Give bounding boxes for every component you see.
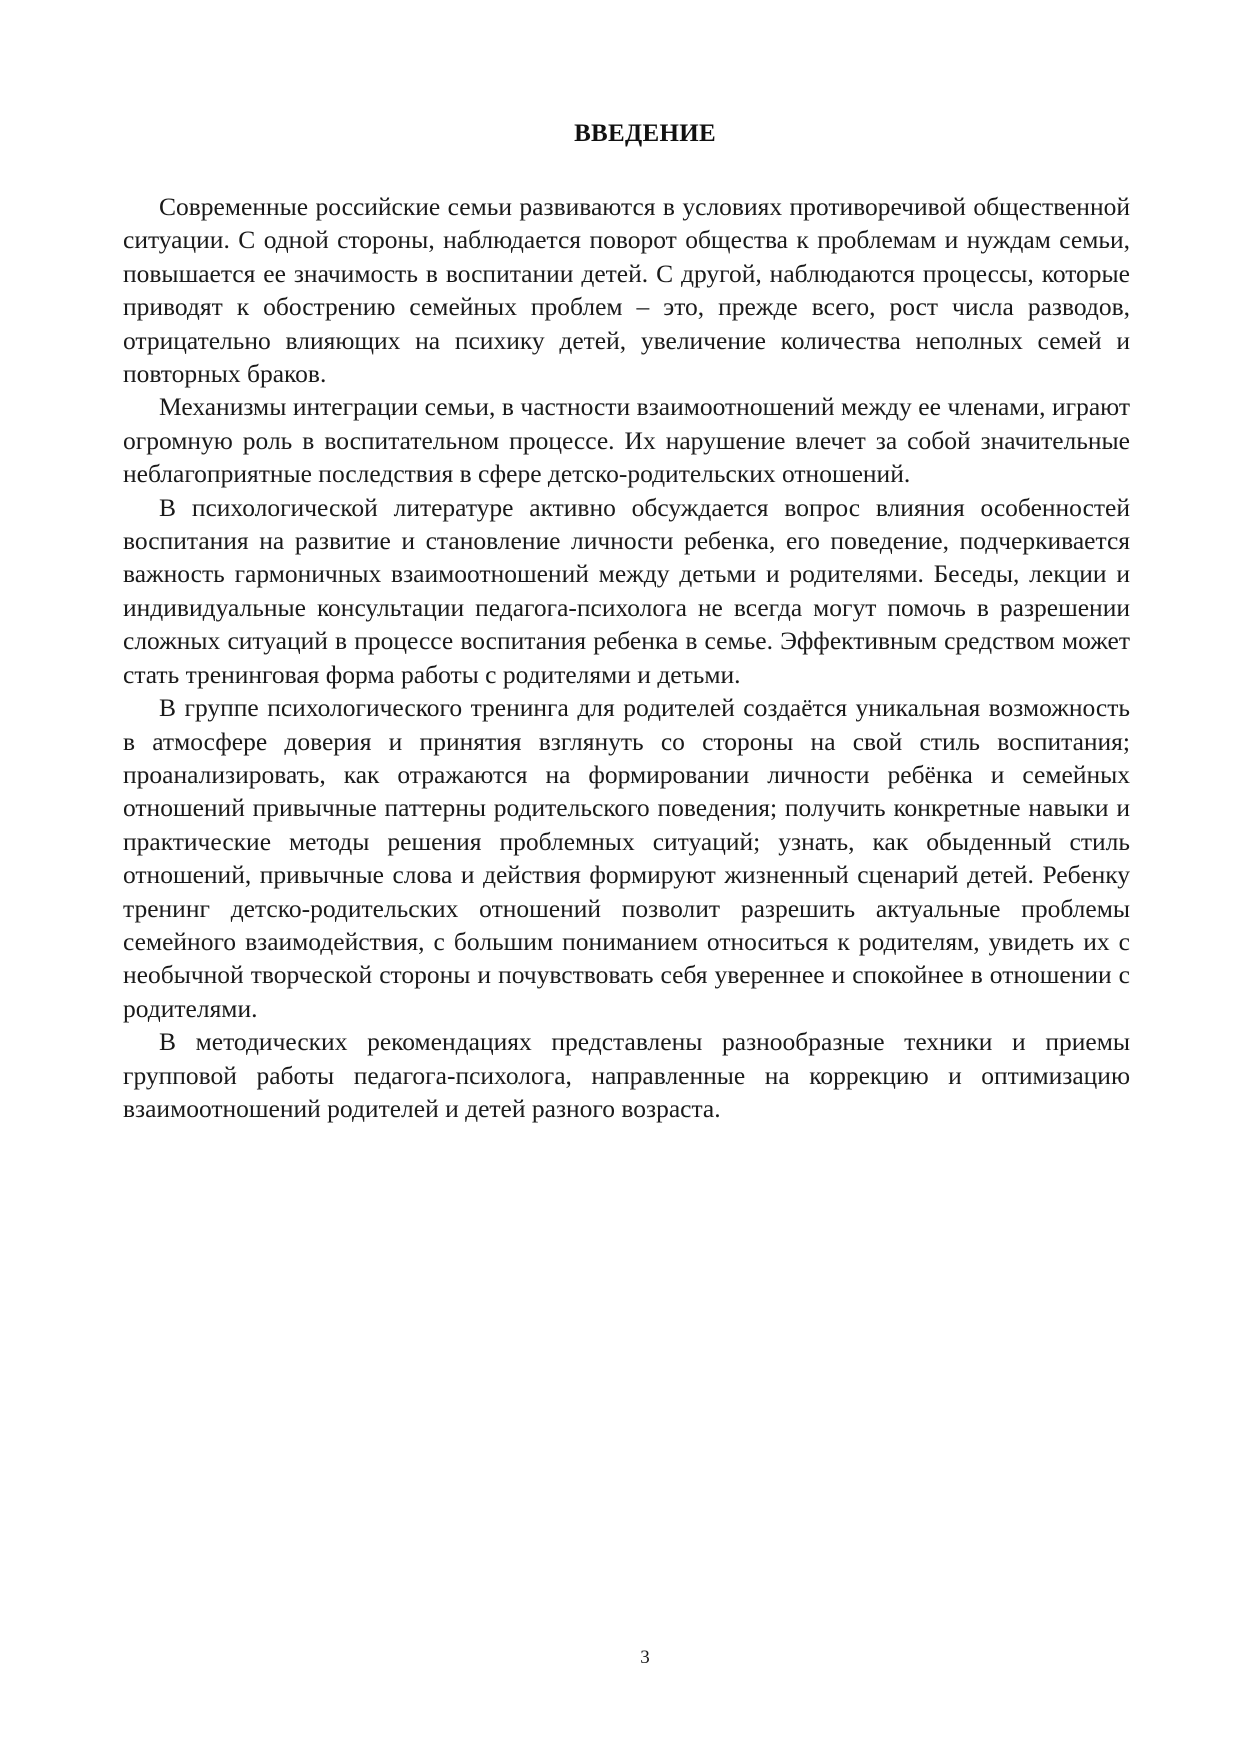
page-number: 3 bbox=[640, 1647, 650, 1668]
paragraph-1: Современные российские семьи развиваются в условиях противоречивой общественной ситуации. С одной стороны, наблюдается поворот общества к проблемам и нуждам семьи, повышается ее значимость в воспитании детей. С другой, наблюдаются процессы, которые приводят к обострению семейных проблем – это, прежде всего, рост числа разводов, отрицательно влияющих на психику детей, увеличение количества неполных семей и повторных браков. bbox=[123, 192, 1130, 389]
body-text bbox=[123, 190, 1130, 1125]
paragraph-2: Механизмы интеграции семьи, в частности взаимоотношений между ее членами, играют огромную роль в воспитательном процессе. Их нарушение влечет за собой значительные неблагоприятные последствия в сфере детско-родительских отношений. bbox=[123, 392, 1130, 489]
paragraph-5: В методических рекомендациях представлены разнообразные техники и приемы групповой работы педагога-психолога, направленные на коррекцию и оптимизацию взаимоотношений родителей и детей разного возраста. bbox=[123, 1027, 1130, 1123]
paragraph-4: В группе психологического тренинга для родителей создаётся уникальная возможность в атмосфере доверия и принятия взглянуть со стороны на свой стиль воспитания; проанализировать, как отражаются на формировании личности ребёнка и семейных отношений привычные паттерны родительского поведения; получить конкретные навыки и практические методы решения проблемных ситуаций; узнать, как обыденный стиль отношений, привычные слова и действия формируют жизненный сценарий детей. Ребенку тренинг детско-родительских отношений позволит разрешить актуальные проблемы семейного взаимодействия, с большим пониманием относиться к родителям, увидеть их с необычной творческой стороны и почувствовать себя увереннее и спокойнее в отношении с родителями. bbox=[123, 693, 1130, 1023]
page-title: ВВЕДЕНИЕ bbox=[574, 120, 716, 147]
paragraph-3: В психологической литературе активно обсуждается вопрос влияния особенностей воспитания на развитие и становление личности ребенка, его поведение, подчеркивается важность гармоничных взаимоотношений между детьми и родителями. Беседы, лекции и индивидуальные консультации педагога-психолога не всегда могут помочь в разрешении сложных ситуаций в процессе воспитания ребенка в семье. Эффективным средством может стать тренинговая форма работы с родителями и детьми. bbox=[123, 492, 1130, 689]
